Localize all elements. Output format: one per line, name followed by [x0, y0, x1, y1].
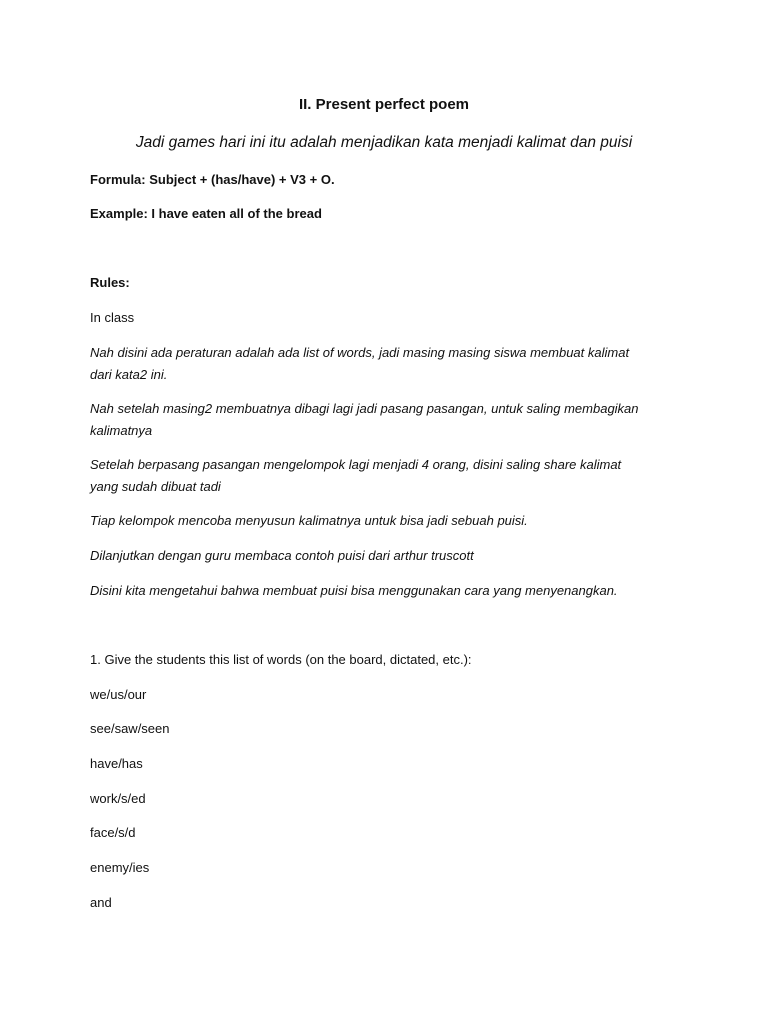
paragraph-1-line-1: Nah disini ada peraturan adalah ada list of words, jadi masing masing siswa membuat kalimat: [90, 345, 630, 360]
paragraph-4: Tiap kelompok mencoba menyusun kalimatnya untuk bisa jadi sebuah puisi.: [90, 513, 528, 528]
paragraph-5: Dilanjutkan dengan guru membaca contoh puisi dari arthur truscott: [90, 548, 474, 563]
word-list-item: have/has: [90, 756, 143, 771]
formula-line: Formula: Subject + (has/have) + V3 + O.: [90, 172, 335, 187]
page-subtitle: Jadi games hari ini itu adalah menjadikan kata menjadi kalimat dan puisi: [135, 134, 633, 151]
word-list-item: face/s/d: [90, 825, 136, 840]
paragraph-3-line-1: Setelah berpasang pasangan mengelompok lagi menjadi 4 orang, disini saling share kalimat: [90, 457, 622, 472]
paragraph-2-line-1: Nah setelah masing2 membuatnya dibagi lagi jadi pasang pasangan, untuk saling membagikan: [90, 401, 639, 416]
step-1-instruction: 1. Give the students this list of words (on the board, dictated, etc.):: [90, 652, 472, 667]
paragraph-6: Disini kita mengetahui bahwa membuat puisi bisa menggunakan cara yang menyenangkan.: [90, 583, 618, 598]
paragraph-1-line-2: dari kata2 ini.: [90, 367, 168, 382]
word-list-item: and: [90, 895, 112, 910]
rules-label: Rules:: [90, 275, 130, 290]
word-list-item: work/s/ed: [90, 791, 146, 806]
word-list-item: enemy/ies: [90, 860, 150, 875]
in-class-label: In class: [90, 310, 135, 325]
word-list-item: see/saw/seen: [90, 721, 170, 736]
word-list-item: we/us/our: [90, 687, 147, 702]
example-line: Example: I have eaten all of the bread: [90, 206, 322, 221]
page-title: II. Present perfect poem: [298, 96, 470, 113]
paragraph-3-line-2: yang sudah dibuat tadi: [90, 479, 221, 494]
paragraph-2-line-2: kalimatnya: [90, 423, 153, 438]
